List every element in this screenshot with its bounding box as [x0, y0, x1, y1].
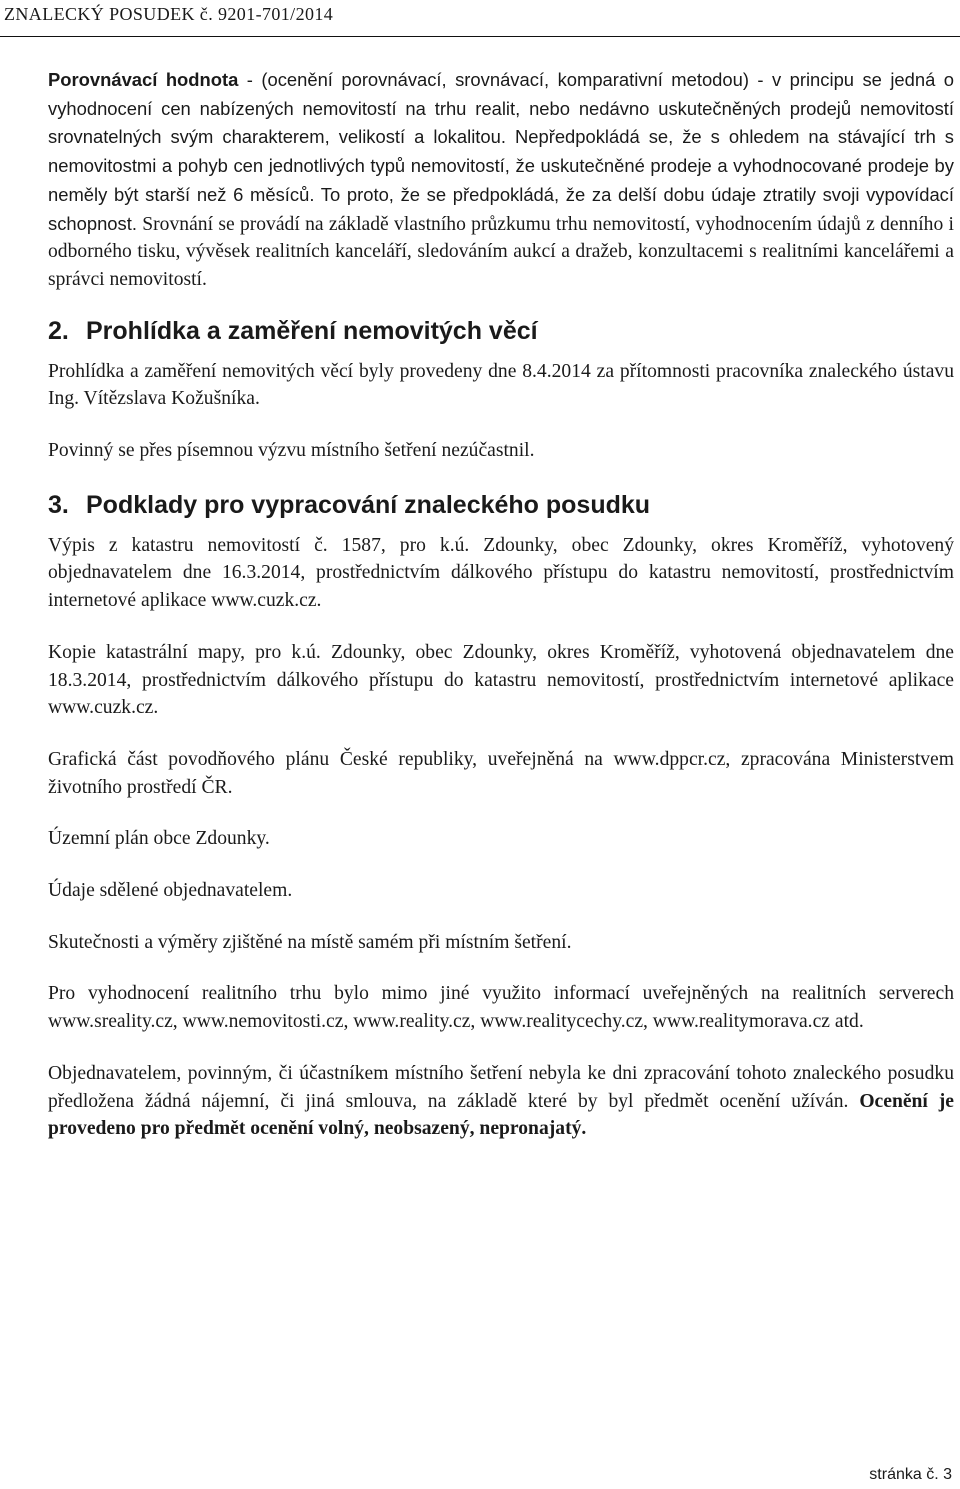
intro-serif-text: Srovnání se provádí na základě vlastního průzkumu trhu nemovitostí, vyhodnocením údajů z denního i odborného tisku, vývěsek realitních kanceláří, sledováním aukcí a dražeb, konzultacemi s realitními kancelářemi a správci nemovitostí.	[48, 213, 954, 290]
page-header	[0, 0, 960, 37]
intro-term: Porovnávací hodnota	[48, 69, 239, 90]
section-2-paragraph-1: Prohlídka a zaměření nemovitých věcí byly provedeny dne 8.4.2014 za přítomnosti pracovníka znaleckého ústavu Ing. Vítězslava Kožušníka.	[48, 360, 954, 410]
final-bold-text: Ocenění je provedeno pro předmět ocenění volný, neobsazený, nepronajatý.	[48, 1090, 954, 1140]
source-item: Grafická část povodňového plánu České republiky, uveřejněná na www.dppcr.cz, zpracována Ministerstvem životního prostředí ČR.	[48, 748, 954, 798]
section-2-paragraph-2: Povinný se přes písemnou výzvu místního šetření nezúčastnil.	[48, 440, 535, 462]
final-paragraph	[48, 1060, 954, 1143]
final-plain-text: Objednavatelem, povinným, či účastníkem místního šetření nebyla ke dni zpracování tohoto znaleckého posudku předložena žádná nájemní, či jiná smlouva, na základě které by byl předmět ocenění užíván.	[48, 1062, 954, 1112]
intro-paragraph	[48, 66, 954, 294]
page-number: stránka č. 3	[869, 1466, 952, 1483]
section-2-heading	[48, 317, 954, 346]
source-item: Skutečnosti a výměry zjištěné na místě samém při místním šetření.	[48, 931, 572, 953]
header-title: ZNALECKÝ POSUDEK č. 9201-701/2014	[4, 4, 334, 24]
intro-sans-text: - (ocenění porovnávací, srovnávací, komparativní metodou) - v principu se jedná o vyhodnocení cen nabízených nemovitostí na trhu realit, nebo nedávno uskutečněných prodejů nemovitostí srovnatelných svým charakterem, velikostí a lokalitou. Nepředpokládá se, že s ohledem na stávající trh s nemovitostmi a pohyb cen jednotlivých typů nemovitostí, že uskutečněné prodeje a vyhodnocované prodeje by neměly být starší než 6 měsíců. To proto, že se předpokládá, že za delší dobu údaje ztratily svoji vypovídací schopnost.	[48, 69, 954, 234]
source-item: Územní plán obce Zdounky.	[48, 828, 270, 850]
source-item: Výpis z katastru nemovitostí č. 1587, pro k.ú. Zdounky, obec Zdounky, okres Kroměříž, vyhotovený objednavatelem dne 16.3.2014, prostřednictvím dálkového přístupu do katastru nemovitostí, prostřednictvím internetové aplikace www.cuzk.cz.	[48, 534, 954, 612]
section-3-number: 3.	[48, 490, 69, 519]
document-body	[48, 66, 954, 1143]
section-2-title: Prohlídka a zaměření nemovitých věcí	[86, 316, 538, 345]
source-item: Kopie katastrální mapy, pro k.ú. Zdounky, obec Zdounky, okres Kroměříž, vyhotovená objednavatelem dne 18.3.2014, prostřednictvím dálkového přístupu do katastru nemovitostí, prostřednictvím internetové aplikace www.cuzk.cz.	[48, 641, 954, 719]
section-3-title: Podklady pro vypracování znaleckého posudku	[86, 490, 651, 519]
section-3-heading	[48, 491, 954, 520]
section-2-number: 2.	[48, 316, 69, 345]
source-item: Pro vyhodnocení realitního trhu bylo mimo jiné využito informací uveřejněných na realitních serverech www.sreality.cz, www.nemovitosti.cz, www.reality.cz, www.realitycechy.cz, www.realitymorava.cz atd.	[48, 983, 954, 1033]
source-item: Údaje sdělené objednavatelem.	[48, 880, 293, 902]
